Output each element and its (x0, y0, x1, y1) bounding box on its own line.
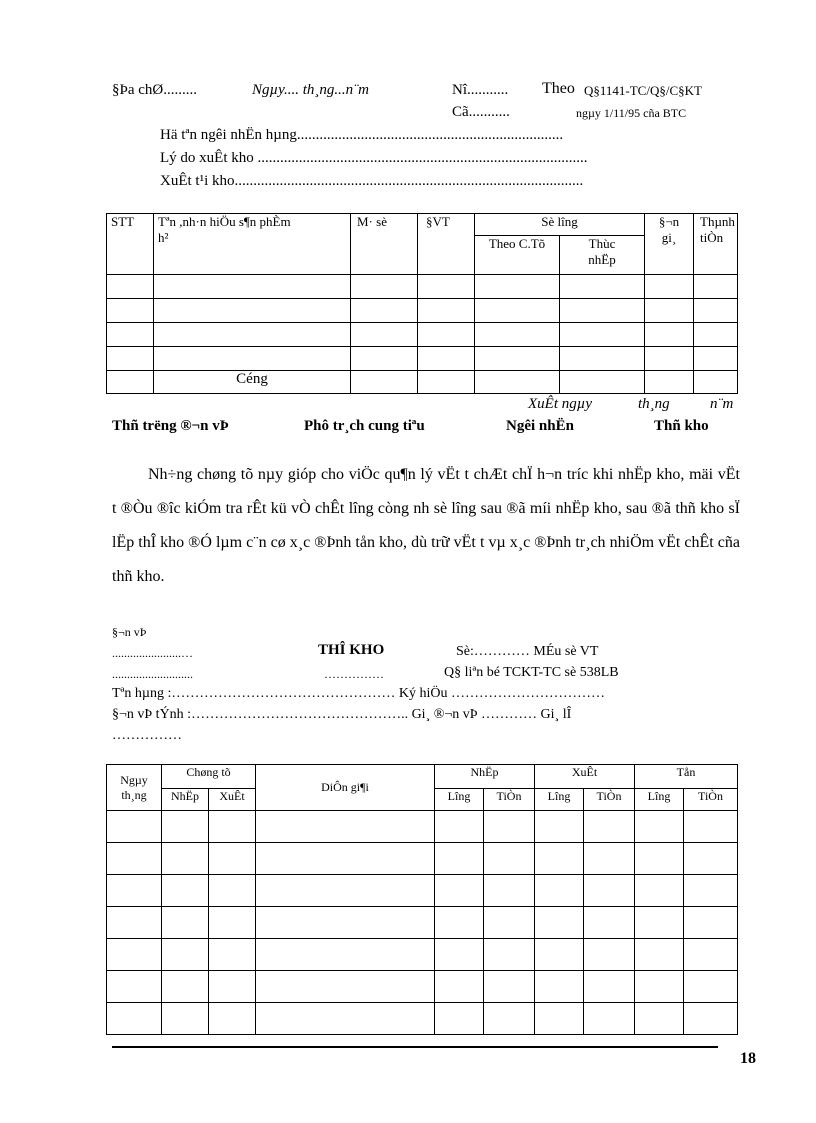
sign-date-thang: th¸ng (638, 396, 670, 412)
signature-supply: Phô tr¸ch cung tiªu (304, 418, 425, 434)
table-row (107, 875, 738, 907)
receiver-name-field: Hä tªn ngêi nhËn hµng....................................................................... (160, 127, 564, 143)
signature-director: Thñ trëng ®¬n vÞ (112, 418, 229, 434)
col-date (107, 765, 162, 811)
col-qty-actual-label: Thùc (588, 236, 616, 251)
col-in-qty: Lîng (435, 789, 484, 811)
col-document: Chøng tõ (162, 765, 256, 789)
col-product-name-label: Tªn ,nh·n hiÖu s¶n phÈm (158, 214, 291, 229)
table-row (107, 971, 738, 1003)
col-description: DiÔn gi¶i (256, 765, 435, 811)
col-amount (694, 214, 738, 275)
col-doc-in: NhËp (162, 789, 209, 811)
card-unit-line-2: …………… (112, 728, 182, 743)
table-row (107, 347, 738, 371)
card-title: THÎ KHO (318, 642, 385, 658)
col-qty-actual-label-2: nhËp (588, 252, 616, 267)
col-product-name-label-cont: h² (158, 230, 169, 245)
col-code: M· sè (351, 214, 418, 275)
col-in-money: TiÒn (484, 789, 535, 811)
sign-date-xuat: XuÊt ngµy (528, 396, 593, 412)
table-row (107, 275, 738, 299)
card-unit-dots: .......................… (112, 646, 193, 660)
theo-label: Theo (542, 80, 575, 97)
card-item-name-line: Tªn hµng :………………………………………… Ký hiÖu …………………………… (112, 686, 605, 701)
export-warehouse-field: XuÊt t¹i kho............................................................................................. (160, 173, 584, 189)
total-label: Céng (154, 371, 351, 394)
card-number: Sè:………… MÉu sè VT (456, 644, 599, 659)
table-row (107, 811, 738, 843)
export-reason-field: Lý do xuÊt kho ........................................................................................ (160, 150, 588, 166)
stock-card-table (106, 764, 738, 1035)
col-unit-price (645, 214, 694, 275)
address-field: §Þa chØ......... (112, 82, 197, 98)
date-line: Ngµy.... th¸ng...n¨m (252, 82, 369, 98)
col-amount-label-2: tiÒn (700, 230, 724, 245)
table-row (107, 323, 738, 347)
col-out-money: TiÒn (584, 789, 635, 811)
col-out: XuÊt (535, 765, 635, 789)
table-row (107, 907, 738, 939)
export-slip-table (106, 213, 738, 394)
col-amount-label: Thµnh (700, 214, 735, 229)
total-row (107, 371, 738, 394)
card-unit-line: §¬n vÞ tÝnh :……………………………………….. Gi¸ ®¬n vÞ ………… Gi¸ lÎ (112, 707, 572, 722)
card-decision: Q§ liªn bé TCKT-TC sè 538LB (444, 665, 619, 680)
signature-receiver: Ngêi nhËn (506, 418, 574, 434)
col-date-label-2: th¸ng (121, 787, 147, 802)
col-stock-money: TiÒn (684, 789, 738, 811)
table-row (107, 843, 738, 875)
col-in: NhËp (435, 765, 535, 789)
signature-storekeeper: Thñ kho (654, 418, 709, 434)
table-row (107, 939, 738, 971)
body-paragraph: Nh÷ng chøng tõ nµy gióp cho viÖc qu¶n lý vËt t chÆt chÏ h¬n tríc khi nhËp kho, mäi vËt t ®Òu ®îc kiÓm tra rÊt kü vÒ chÊt lîng còng nh sè lîng sau ®ã míi nhËp kho, sau ®ã thñ kho sÏ lËp thÎ kho ®Ó lµm c¨n cø x¸c ®Þnh tån kho, dù trữ vËt t vµ x¸c ®Þnh tr¸ch nhiÖm vËt chÊt cña thñ kho. (112, 466, 740, 585)
col-stock: Tån (635, 765, 738, 789)
col-quantity: Sè lîng (475, 214, 645, 236)
col-qty-actual (560, 236, 645, 275)
table-row (107, 1003, 738, 1035)
card-title-dots: …………… (324, 667, 384, 681)
col-unit-price-label: §¬n (658, 214, 680, 229)
col-unit: §VT (418, 214, 475, 275)
decision-ref: Q§1141-TC/Q§/C§KT (584, 83, 702, 98)
page-number: 18 (740, 1050, 756, 1067)
card-unit-label: §¬n vÞ (112, 625, 147, 639)
debit-field: Nî........... (452, 82, 509, 98)
sign-date-nam: n¨m (710, 396, 734, 412)
card-unit-dots-2: ........................... (112, 667, 193, 681)
col-stock-qty: Lîng (635, 789, 684, 811)
decision-date: ngµy 1/11/95 cña BTC (576, 106, 687, 120)
table-row (107, 299, 738, 323)
footer-rule (112, 1046, 718, 1048)
col-doc-out: XuÊt (209, 789, 256, 811)
col-stt: STT (107, 214, 154, 275)
col-unit-price-label-2: gi¸ (661, 230, 677, 245)
credit-field: Cã........... (452, 104, 510, 120)
col-product-name (154, 214, 351, 275)
col-qty-by-document: Theo C.Tõ (475, 236, 560, 275)
col-out-qty: Lîng (535, 789, 584, 811)
col-date-label: Ngµy (120, 772, 148, 787)
